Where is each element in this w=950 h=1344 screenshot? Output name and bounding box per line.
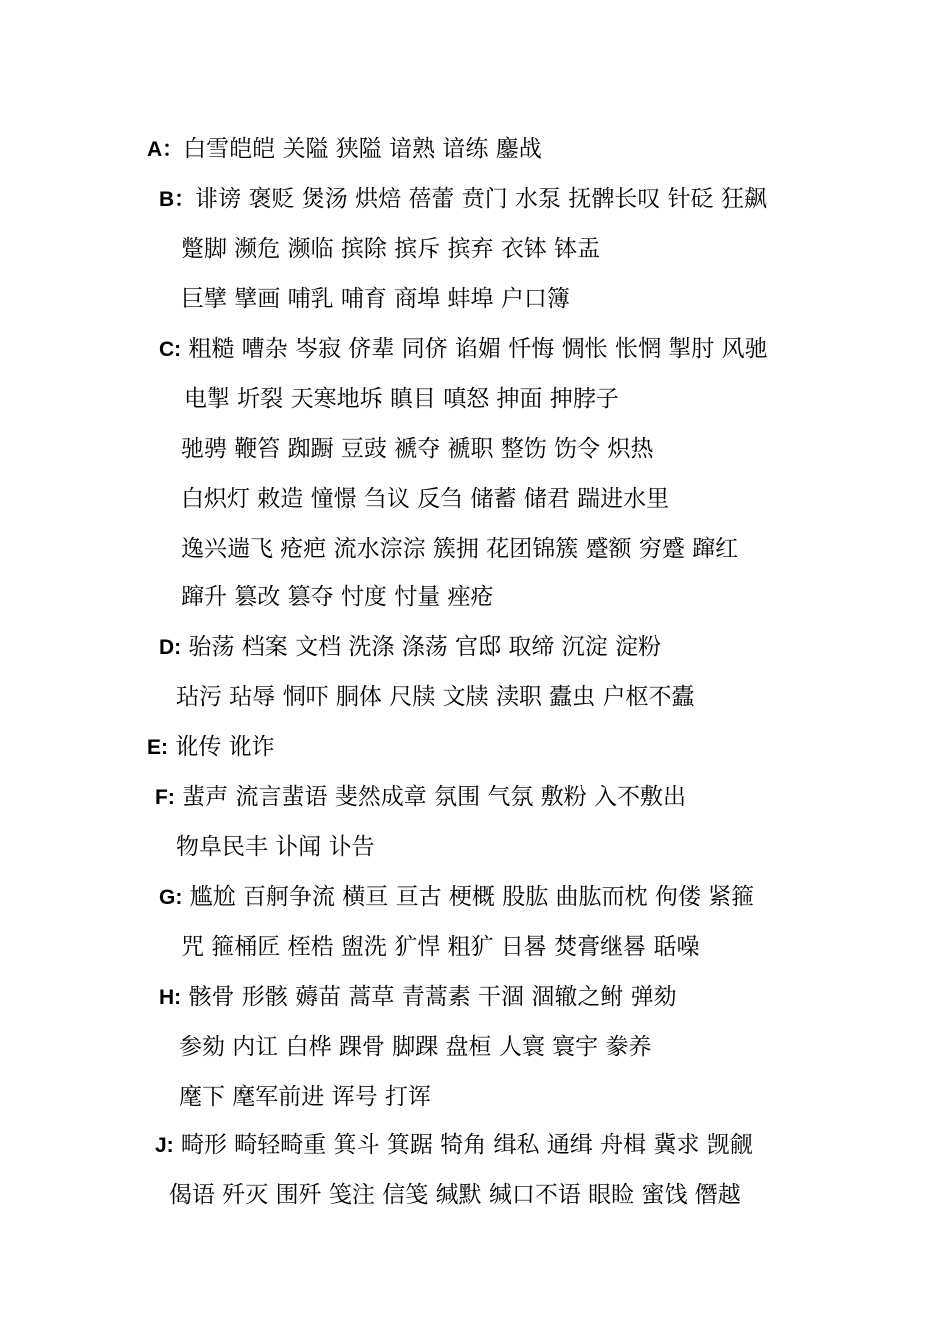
section-c-line-4 bbox=[181, 484, 669, 514]
section-h-text-3: 麾下 麾军前进 诨号 打诨 bbox=[179, 1084, 431, 1110]
section-c-line-5 bbox=[181, 534, 738, 564]
section-c-text-4: 白炽灯 敕造 憧憬 刍议 反刍 储蓄 储君 踹进水里 bbox=[181, 486, 670, 512]
section-d-line-1 bbox=[159, 632, 661, 663]
section-j-line-1 bbox=[155, 1130, 753, 1161]
section-b-label: B： bbox=[159, 188, 196, 211]
section-c-line-1 bbox=[159, 334, 768, 365]
section-c-text-2: 电掣 圻裂 天寒地坼 瞋目 嗔怒 抻面 抻脖子 bbox=[184, 386, 619, 412]
section-b-text-2: 蹩脚 濒危 濒临 摈除 摈斥 摈弃 衣钵 钵盂 bbox=[181, 236, 601, 262]
section-f-line-1 bbox=[155, 782, 686, 813]
section-j-line-2 bbox=[169, 1180, 741, 1210]
section-j-text-2: 偈语 歼灭 围歼 笺注 信笺 缄默 缄口不语 眼睑 蜜饯 僭越 bbox=[169, 1182, 741, 1208]
section-g-line-1 bbox=[159, 882, 754, 913]
section-d-text-1: 骀荡 档案 文档 洗涤 涤荡 官邸 取缔 沉淀 淀粉 bbox=[188, 634, 661, 660]
section-d-label: D: bbox=[159, 636, 182, 659]
section-c-label: C: bbox=[159, 338, 182, 361]
section-c-line-3 bbox=[181, 434, 654, 464]
section-g-text-2: 咒 箍桶匠 桎梏 盥洗 犷悍 粗犷 日晷 焚膏继晷 聒噪 bbox=[181, 934, 700, 960]
section-c-line-2 bbox=[184, 384, 619, 414]
section-f-text-1: 蜚声 流言蜚语 斐然成章 氛围 气氛 敷粉 入不敷出 bbox=[182, 784, 687, 810]
section-a-label: A： bbox=[147, 138, 184, 161]
section-g-line-2 bbox=[181, 932, 700, 962]
section-b-line-3 bbox=[181, 284, 570, 314]
section-h-text-2: 参劾 内讧 白桦 踝骨 脚踝 盘桓 人寰 寰宇 豢养 bbox=[179, 1034, 652, 1060]
section-c-line-6 bbox=[181, 582, 494, 612]
section-h-line-1 bbox=[159, 982, 677, 1013]
section-h-line-2 bbox=[179, 1032, 652, 1062]
section-h-text-1: 骸骨 形骸 薅苗 蒿草 青蒿素 干涸 涸辙之鲋 弹劾 bbox=[188, 984, 677, 1010]
section-d-line-2 bbox=[176, 682, 695, 712]
section-j-text-1: 畸形 畸轻畸重 箕斗 箕踞 犄角 缉私 通缉 舟楫 冀求 觊觎 bbox=[181, 1132, 753, 1158]
section-h-label: H: bbox=[159, 986, 182, 1009]
section-c-text-1: 粗糙 嘈杂 岑寂 侪辈 同侪 谄媚 忏悔 惆怅 怅惘 掣肘 风驰 bbox=[188, 336, 768, 362]
section-d-text-2: 玷污 玷辱 恫吓 胴体 尺牍 文牍 渎职 蠹虫 户枢不蠹 bbox=[176, 684, 695, 710]
section-f-line-2 bbox=[176, 832, 375, 862]
section-b-line-2 bbox=[181, 234, 600, 264]
section-f-text-2: 物阜民丰 讣闻 讣告 bbox=[176, 834, 375, 860]
section-c-text-3: 驰骋 鞭笞 踟蹰 豆豉 褫夺 褫职 整饬 饬令 炽热 bbox=[181, 436, 654, 462]
section-b-text-3: 巨擘 擘画 哺乳 哺育 商埠 蚌埠 户口簿 bbox=[181, 286, 570, 312]
section-b-text-1: 诽谤 褒贬 煲汤 烘焙 蓓蕾 贲门 水泵 抚髀长叹 针砭 狂飙 bbox=[195, 186, 767, 212]
section-g-text-1: 尴尬 百舸争流 横亘 亘古 梗概 股肱 曲肱而枕 佝偻 紧箍 bbox=[189, 884, 755, 910]
section-f-label: F: bbox=[155, 786, 175, 809]
section-e-label: E: bbox=[147, 736, 168, 759]
section-a-text-1: 白雪皑皑 关隘 狭隘 谙熟 谙练 鏖战 bbox=[183, 136, 542, 162]
section-c-text-6: 蹿升 篡改 篡夺 忖度 忖量 痤疮 bbox=[181, 584, 494, 610]
section-g-label: G: bbox=[159, 886, 183, 909]
section-b-line-1 bbox=[159, 184, 767, 215]
section-h-line-3 bbox=[179, 1082, 431, 1112]
section-e-line-1 bbox=[147, 732, 275, 763]
section-c-text-5: 逸兴遄飞 疮疤 流水淙淙 簇拥 花团锦簇 蹙额 穷蹙 蹿红 bbox=[181, 536, 739, 562]
section-e-text-1: 讹传 讹诈 bbox=[175, 734, 275, 760]
section-j-label: J: bbox=[155, 1134, 174, 1157]
section-a-line-1 bbox=[147, 134, 542, 165]
